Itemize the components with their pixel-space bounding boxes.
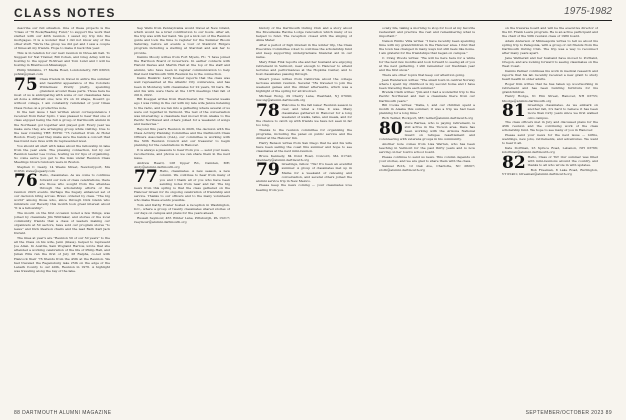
note-paragraph <box>502 26 598 38</box>
note-paragraph <box>379 78 475 90</box>
note-paragraph <box>134 161 230 169</box>
footer-right: SEPTEMBER/OCTOBER 2023 89 <box>525 410 612 416</box>
note-paragraph <box>502 146 598 154</box>
note-paragraph <box>134 203 230 215</box>
note-paragraph <box>379 164 475 172</box>
note-text: After a period of high interest in the winter trip, the Class Executive Committee voted to continue the scholarship fund and keep supporting undergraduate financial aid in our name. <box>256 42 352 60</box>
class-year-dropcap: 77 <box>134 167 158 188</box>
class-year-entry <box>502 101 598 122</box>
note-text: ociety life, taking a morning to stop for food at my favorite restaurant and practice the rest and remembering what is important." <box>379 26 475 39</box>
note-paragraph <box>134 148 230 160</box>
class-year-dropcap: 82 <box>502 152 526 173</box>
note-text: The class officers met in July and discussed plans for the 45th reunion and the continuing work of the class scholarship fund. We hope to see many of you in Hanover. <box>502 120 598 133</box>
note-text: Adam Anderson of Minneapolis writes to tell us about his spring trip to Patagonia, with a group of old friends from the Dartmouth Outing Club. The trip was a way to reconnect after many years apart. <box>502 38 598 56</box>
note-text: Greetings classmates. As we embark on another fall, it's hard to believe it has been more than forty years since we first walked onto campus. <box>527 103 598 120</box>
note-paragraph <box>502 133 598 145</box>
class-year-dropcap: 75 <box>14 74 38 95</box>
note-paragraph <box>502 120 598 132</box>
section-title: CLASS NOTES <box>14 6 116 20</box>
note-text: Thanks to the reunion committee for organizing the programs, including the panel on public service and the dinner at the Hanover Inn. <box>256 127 352 140</box>
note-paragraph <box>256 26 352 42</box>
note-paragraph <box>379 142 475 154</box>
note-text: Jane Wetherall and her husband have moved to Portland, Oregon, and are looking forward to seeing classmates on the West Coast. <box>502 55 598 69</box>
note-text: Bill Cooke writes: "Dalia, I, and our children spent a month in Alaska this summer; it was a trip we had been planning for a long time." <box>379 103 475 116</box>
footer-left: 88 DARTMOUTH ALUMNI MAGAZINE <box>14 410 112 416</box>
note-paragraph <box>134 97 230 126</box>
class-year-entry <box>134 169 230 202</box>
note-text: Dennis Palmer continues his work in medical research and reports that his lab recently received a new grant to study heart health in older adults. <box>502 68 598 81</box>
note-text: describe our full situation. One of these projects is the "Class of '76 Book/Reading Fund," to support the work that started with our 40th reunion. I saved my trip into the mortgages. It is a wonder that I did not know any of the other stuff. "We're the group we did get and I saw a couple of times all my friends. Hope to make it back this year. <box>14 26 110 51</box>
note-text: Stuart Jones writes from California about the college lacrosse alumni reunion. Several '78s traveled to join the weekend games and the dinner afterwards, which was a highlight of the spring for all involved. <box>256 76 352 94</box>
note-text: Dave Barnes, who is paying retirement, is still active in the Tucson area. Dave has been working with the Arizona National Guard on refugee resettlement and volunteering with veterans groups in his community. <box>379 120 475 142</box>
note-paragraph <box>379 90 475 102</box>
note-paragraph <box>379 103 475 115</box>
text-column <box>134 26 230 406</box>
note-paragraph <box>14 211 110 236</box>
note-text: Class friends in travel in entire the summer and beautiful appearance of the Colorado Wilderness: Pretty pretty, spending grandson around these parts. Those here he most of us is anticipating with some of our classmates have all done a different one; now it's on 10 shape, Doesn't go without college, I am constantly reminded of your times Class Notes on a productive note. <box>14 76 110 110</box>
note-text: Bruce Kennedy, 84 Pond Road, Concord, MA 01742; bkennedy@alumni.dartmouth.org <box>256 153 352 162</box>
note-paragraph <box>14 68 110 76</box>
note-text: Please continue to send us news. This column depends on your stories, and we are glad to share them with the class. <box>379 154 475 163</box>
class-years: 1975-1982 <box>564 6 612 17</box>
note-paragraph <box>14 236 110 273</box>
note-paragraph <box>379 116 475 120</box>
note-text: Brenda Clark writes: "Jim and I had a wonderful trip to the Pacific Northwest and met a classmate there from our Dartmouth years." <box>379 90 475 103</box>
note-paragraph <box>256 94 352 102</box>
note-text: Hello, classmates. A new season, a new column. We continue to hear from many of you and I thank all of you who have been sending notes from near and far. The big news from this spring is that the class gathered on the Hanover Green for its ongoing celebration of friendship and service. Thanks to our officers and to the many volunteers who make these events possible. <box>134 169 230 202</box>
note-text: Denis Buskirk: Larry Koeber reports that the class was well represented at the Atlantic City conference, and has been in Monterey with classmates for 22 years, 50 bars. He and his wife were there at the 1976 meetings that fall of 2019, 2022. <box>134 76 230 97</box>
note-paragraph <box>134 216 230 224</box>
text-column <box>14 26 110 406</box>
note-paragraph <box>502 56 598 68</box>
note-paragraph <box>14 110 110 143</box>
note-text: Michael Wong, 29 Cherry Lane, Westfield, NJ 07090; mwong@alumni.dartmouth.org <box>256 93 352 102</box>
note-paragraph <box>379 26 475 38</box>
note-paragraph <box>14 144 110 164</box>
note-text: Welcome to the fall issue! Reunion season is over, and what a time it was. Many classmates gathered in Hanover for a long weekend of walks, talks, and meals, and for the chance to catch up with friends we have not seen in far too long. <box>256 102 352 128</box>
note-text: Samuel Roth, 12 Oak Ave, Charlotte, NC 28207; sroth@alumni.dartmouth.org <box>379 163 475 172</box>
text-column <box>256 26 352 406</box>
note-text: on the traverse board and will be the executive director of the Dr. Frank Lewis program. He is an active participant and the chair of the 50th reunion class of 1980 board. <box>502 26 598 39</box>
note-paragraph <box>256 60 352 76</box>
note-text: This is in relation for our next reunion in three-ish hall. To Suggest for Nat Tramer, Bill Cohen, and Greg Adley will be hosting to the upper W-Street and Tom Lund and I will be hosting in Brentwood-Mississippi. <box>14 51 110 68</box>
note-text: Bob Freeman, 8 Lake Road, Burlington, VT 05401; bfreeman@alumni.dartmouth.org <box>502 167 598 176</box>
note-text: Hello, classmates. As we come to continue forward our look of class celebrations, there are those who sought from the attendee through the scholarship efforts of the reunion 2023 events. Perhaps the hugely enhanced set of our decision bring across. Bravo ordered by class. "The big world" among those who, since through Dick Glenn who ministers our Beverly this month took great interest about "it is a fellowship". <box>14 173 110 211</box>
note-text: Bill Koeppel writes from Westchester, PA: "Several weeks ago I was riding in the car with my late wife Janice listening to the radio, and we ran into a gathering where several of us were out together in Vermont. The rest of the conversation was interesting: a classmate had moved from Alaska to the Pacific Northwest and others joined for a weekend of songs and memories." <box>134 97 230 126</box>
note-text: Please send your news for the next issue — births, weddings, new jobs, retirements, and adventures. We want to hear it all. <box>502 133 598 146</box>
note-text: Philip Shinkins, 17 Media Road, Londonderry, NH 03053; pshnk@gmail.com <box>14 68 110 77</box>
class-year-entry <box>256 100 352 128</box>
class-year-dropcap: 76 <box>14 171 38 192</box>
note-paragraph <box>256 128 352 140</box>
note-paragraph <box>379 39 475 55</box>
note-paragraph <box>502 69 598 81</box>
note-text: Andrew Heard, 128 Upper Rd., Camden, ME; Andy@alumni.dartmouth.org <box>134 160 230 169</box>
class-year-dropcap: 79 <box>256 160 280 181</box>
note-text: Harry Benson writes from San Diego that he and his wife have been sailing the coast this summer and hope to see classmates at the next mini-reunion. <box>256 140 352 153</box>
note-text: You should all start with lakes about the fellowship in lake from the year ends. The pressing connection, but by our Reunion leader Lee Corse, hosting us for tips of organizing. So come serve you get to the miss under Reunion Class Meetings brown rundown were in Boston. <box>14 143 110 164</box>
note-paragraph <box>14 51 110 67</box>
note-text: Another note comes from Lisa Warren, who has been teaching in Vermont for the past thirty years and is now serving on her town's school board. <box>379 141 475 155</box>
note-paragraph <box>379 155 475 163</box>
note-text: In the last issue I had written about correspondence I received from Peter Spiro. I was pleased to hear that one of class enjoyed being the full A group of Dartmouth alumni in the Northeast got together and played golf. Every year we make sure they are arranging group while visiting. Due to the new rotating THE ECHO "75 returned from Al Hotel Boston. Every year they make sure the bands a concert that has found new lives with its represented level. <box>14 110 110 143</box>
class-year-dropcap: 78 <box>256 100 280 121</box>
class-year-dropcap: 80 <box>379 118 403 139</box>
note-paragraph <box>502 39 598 55</box>
note-paragraph <box>502 82 598 94</box>
note-text: Stephen C. Geary, 14 Weeks Street, Newburyport, MA 01950; steve@sgeary.com <box>14 164 110 173</box>
text-column <box>502 26 598 406</box>
note-paragraph <box>134 55 230 75</box>
note-text: It is always a pleasure to hear from you — send your news, recollections, and photos so we can share them in the next issue. <box>134 147 230 160</box>
note-paragraph <box>256 154 352 162</box>
note-text: Roger Kim writes that he has taken up woodworking in retirement and has been building furniture for his grandchildren. <box>502 81 598 94</box>
note-paragraph <box>379 73 475 77</box>
note-text: The mouth on the first occasion noted a few things, was joined by classmate Jim Whittaker, and stories of the local community friends that a class of leaders making our organizers at 50 sectors, have sold our program stores "to leave" and Dick Pearson chairs and the lead Barb Karl Jack Durant. <box>14 210 110 236</box>
note-paragraph <box>14 165 110 173</box>
note-text: Hello, Class of '82! Our summer was filled with mini-reunions around the country, and thanks to all who wrote in with updates. <box>527 154 598 167</box>
note-text: Mary Ellen Fink reports she and her husband are enjoying retirement in Vermont, near enough to Hanover to attend lectures and performances at the Hopkins Center, and to host classmates passing through. <box>256 59 352 77</box>
note-text: history of the Dartmouth Outing Club and a story about the Moosilauke Ravine Lodge renovation which many of us helped to fund. The reception closed with the singing of Alma Mater. <box>256 26 352 43</box>
note-text: Russell Seymour, 455 Winter Lane, Pittsburgh, PA 15217; rseymour@alumni.dartmouth.org <box>134 215 230 224</box>
note-text: Greetings, fellow '79s! It's been an eventful summer. A group of classmates met up in Maine for a weekend of canoeing and conversation, and several others joined the alumni service trip in New Mexico. <box>256 162 352 183</box>
class-year-entry <box>14 173 110 210</box>
note-text: Nelson Emilio Villa writes: "I have recently been spending time with my grandchildren in the Hanover area. I find that the town has changed in many ways but still feels like home. I am grateful for the friendships that began on campus." <box>379 38 475 56</box>
note-text: Please keep the news coming — your classmates love hearing from you. <box>256 183 352 192</box>
note-text: Dennis Moody writes from Fort Myers, FL: "I have joined the Harrison Board of Governors. In earlier contacts with Harold Davies and Martin Hall at the top of the staff and alumni, who have been in regular communication to help that next Dartmouth 50th Reunion he is the connection. <box>134 55 230 76</box>
note-text: Rich Teitler, Rockport, ME; teitler@alumni.dartmouth.org <box>382 116 473 121</box>
class-year-entry <box>256 162 352 182</box>
note-text: Tom and Kathy Fowler hosted a reception in Washington, D.C., where a group of twenty classmates shared stories of our days on campus and plans for the years ahead. <box>134 202 230 215</box>
note-text: There are other topics that keep our attention going. <box>382 72 466 77</box>
note-paragraph <box>134 127 230 147</box>
note-text: Sep Wells from Pennsylvania would travel at New Grand, which would be a brief contribution to our hosts. After all, the trip was with her hand. We got a kick out of the Reunion guide and took the time to register for the Summer Bloom Saturday, before all events a tour of Stanford Ridge's program including a sterling at Stardust and ask her to provide. <box>134 26 230 55</box>
note-paragraph <box>256 77 352 93</box>
note-paragraph <box>502 94 598 102</box>
note-paragraph <box>379 56 475 72</box>
note-paragraph <box>134 26 230 55</box>
note-paragraph <box>14 26 110 51</box>
note-text: C. Craig Woods writes: "We will be here here for a while for the next few months and look forward to seeing all of you at the next gathering. I still remember our freshman year and the first snow." <box>379 55 475 73</box>
note-paragraph <box>256 183 352 191</box>
class-year-dropcap: 81 <box>502 101 526 122</box>
note-paragraph <box>256 141 352 153</box>
note-text: The lines at year's are "Reunion 50 of our 50 years" to the all the Class on his wife, Jenn (Glass), helped to represent Joe Allen. In Austria, Sam Wogland Harlow, wrote that she attended a working celebration of the life of Philip Hall, and Julian Ellis ran the first of July 28 Ralphs, co-led with Hancock their '76 friends from the 45th at the Reunion. We had traveled the Regensburg lake 25th on the edge of the Lanark County to our 40th, Reunion in 1976. A highlight was traveling along the bay of the lake. <box>14 236 110 273</box>
note-text: Jean Henderson writes: "The small town in central Norway where I spent my childhood is my second home and I have been traveling there each summer." <box>379 77 475 90</box>
note-text: Kate Dorfman, 23 Spruce Road, Lebanon, NH 03766; kdorfman@alumni.dartmouth.org <box>502 145 598 155</box>
note-text: Henry Hodge, 61 Elm Street, Hanover, NH 03755; hhodge@alumni.dartmouth.org <box>502 94 598 103</box>
note-paragraph <box>134 76 230 96</box>
class-year-entry <box>14 74 110 110</box>
header-rule <box>14 20 612 21</box>
note-text: Beyond this year's Reunion in 2026, the decision with the Class Activity Planning Committee and the Dartmouth Class Officers Association (CAA), our committee is working with the 50th Reunion Council and our treasurer to begin planning for the celebrations in Hanover. <box>134 126 230 147</box>
note-paragraph <box>256 43 352 59</box>
text-column <box>379 26 475 406</box>
